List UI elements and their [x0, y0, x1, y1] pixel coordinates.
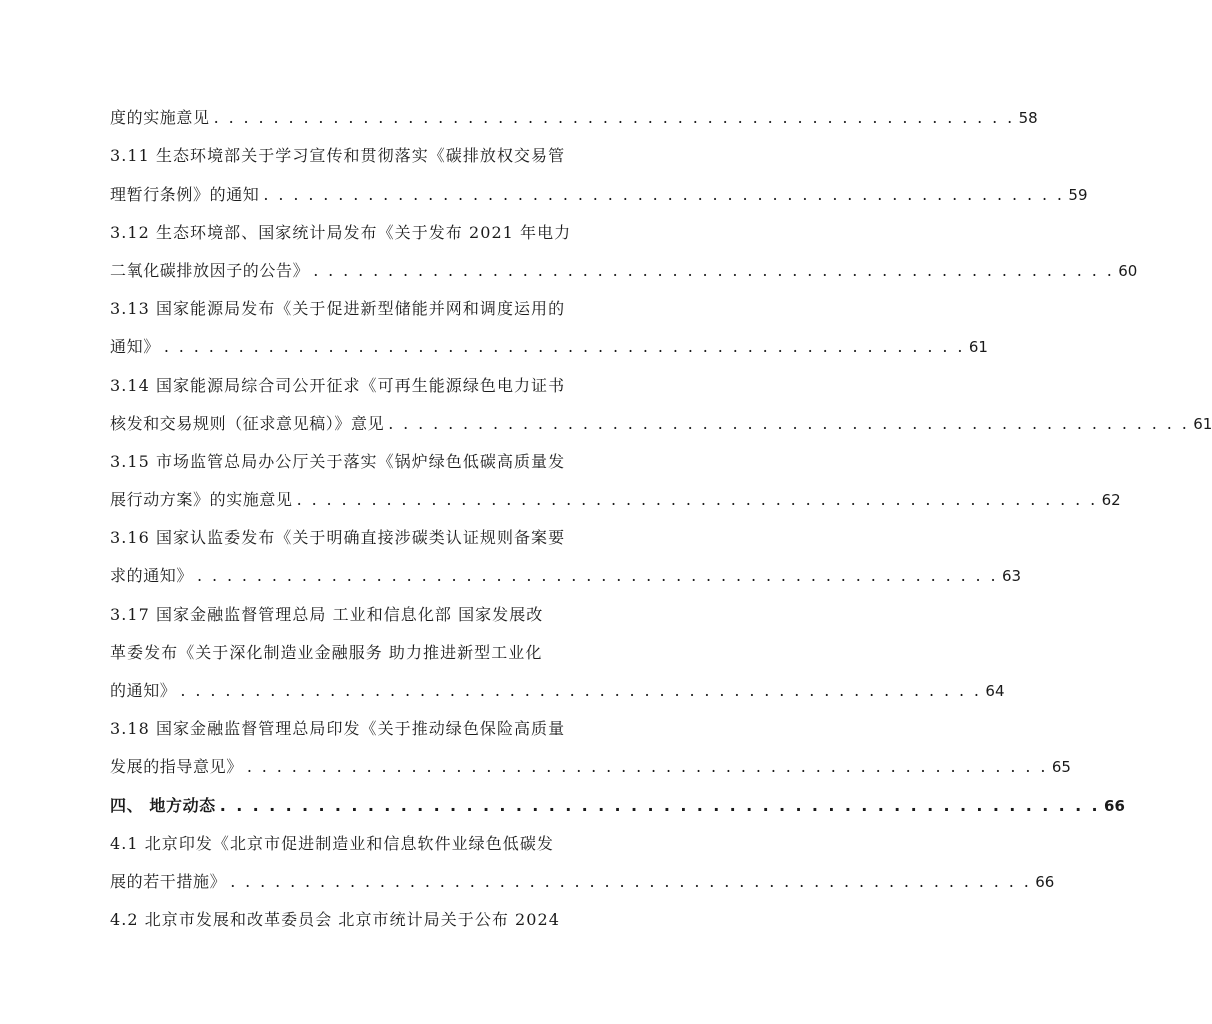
toc-entry-3-14-line-1[interactable] — [110, 355, 614, 393]
toc-entry-text: 3.17 国家金融监督管理总局 工业和信息化部 国家发展改 — [110, 604, 544, 624]
toc-page-number: 58 — [1018, 109, 1038, 128]
toc-entry-text: 的通知》 — [110, 681, 177, 700]
dot-leader: . . . . . . . . . . . . . . . . . . . . . . . . . . . . . . . . . . . . . . . . . . . . . . . . . . . . . . — [163, 337, 965, 357]
toc-entry-3-16-line-1[interactable] — [110, 508, 614, 546]
dot-leader: . . . . . . . . . . . . . . . . . . . . . . . . . . . . . . . . . . . . . . . . . . . . . . . . . . . . . . — [197, 566, 999, 586]
toc-page-number: 62 — [1101, 491, 1121, 510]
toc-entry-3-17-line-2[interactable] — [110, 623, 614, 661]
toc-entry-3-15-line-2[interactable] — [110, 470, 1121, 510]
toc-entry-text: 革委发布《关于深化制造业金融服务 助力推进新型工业化 — [110, 642, 543, 662]
toc-entry-text: 3.13 国家能源局发布《关于促进新型储能并网和调度运用的 — [110, 299, 566, 319]
toc-entry-text: 二氧化碳排放因子的公告》 — [110, 260, 310, 280]
dot-leader: . . . . . . . . . . . . . . . . . . . . . . . . . . . . . . . . . . . . . . . . . . . . . . . . . . . . . . — [246, 757, 1048, 777]
toc-entry-3-17-line-1[interactable] — [110, 584, 614, 622]
table-of-contents — [110, 88, 1212, 930]
toc-entry-text: 求的通知》 — [110, 566, 194, 586]
dot-leader: . . . . . . . . . . . . . . . . . . . . . . . . . . . . . . . . . . . . . . . . . . . . . . . . . . . . . . — [219, 795, 1101, 815]
toc-page-number: 59 — [1068, 185, 1088, 204]
toc-entry-3-11-line-2[interactable] — [110, 164, 1088, 204]
toc-page-number: 65 — [1051, 758, 1071, 777]
dot-leader: . . . . . . . . . . . . . . . . . . . . . . . . . . . . . . . . . . . . . . . . . . . . . . . . . . . . . . — [388, 413, 1190, 433]
toc-entry-3-11-line-1[interactable] — [110, 126, 614, 164]
toc-entry-text: 3.14 国家能源局综合司公开征求《可再生能源绿色电力证书 — [110, 375, 566, 395]
toc-entry-text: 3.16 国家认监委发布《关于明确直接涉碳类认证规则备案要 — [110, 528, 566, 548]
toc-page-number: 66 — [1035, 872, 1055, 891]
toc-entry-text: 3.18 国家金融监督管理总局印发《关于推动绿色保险高质量 — [110, 719, 566, 739]
toc-entry-3-14-line-2[interactable] — [110, 394, 1212, 433]
toc-entry-cont-prev-line-1[interactable] — [110, 88, 1038, 128]
dot-leader: . . . . . . . . . . . . . . . . . . . . . . . . . . . . . . . . . . . . . . . . . . . . . . . . . . . . . . — [263, 184, 1065, 204]
toc-entry-4-2-line-1[interactable] — [110, 890, 614, 928]
dot-leader: . . . . . . . . . . . . . . . . . . . . . . . . . . . . . . . . . . . . . . . . . . . . . . . . . . . . . . — [213, 108, 1015, 128]
toc-entry-text: 核发和交易规则（征求意见稿）》意见 — [110, 413, 385, 433]
toc-entry-3-15-line-1[interactable] — [110, 432, 614, 470]
toc-entry-3-13-line-1[interactable] — [110, 279, 614, 317]
toc-entry-3-17-line-3[interactable] — [110, 661, 1005, 700]
dot-leader: . . . . . . . . . . . . . . . . . . . . . . . . . . . . . . . . . . . . . . . . . . . . . . . . . . . . . . — [313, 260, 1115, 280]
toc-page-number: 64 — [985, 682, 1005, 700]
toc-entry-3-13-line-2[interactable] — [110, 317, 988, 357]
toc-entry-text: 4.2 北京市发展和改革委员会 北京市统计局关于公布 2024 — [110, 910, 560, 930]
toc-page-number: 63 — [1002, 567, 1022, 586]
toc-entry-text: 3.11 生态环境部关于学习宣传和贯彻落实《碳排放权交易管 — [110, 146, 566, 166]
toc-entry-text: 3.15 市场监管总局办公厅关于落实《锅炉绿色低碳高质量发 — [110, 451, 566, 471]
toc-entry-3-18-line-1[interactable] — [110, 699, 614, 737]
toc-entry-text: 4.1 北京印发《北京市促进制造业和信息软件业绿色低碳发 — [110, 833, 554, 853]
toc-entry-3-16-line-2[interactable] — [110, 546, 1022, 586]
toc-entry-text: 四、 地方动态 — [110, 795, 216, 815]
toc-entry-text: 理暂行条例》的通知 — [110, 184, 260, 204]
toc-page-number: 66 — [1104, 796, 1125, 815]
toc-entry-4-1-line-1[interactable] — [110, 814, 614, 852]
toc-page-number: 60 — [1118, 261, 1138, 280]
toc-entry-text: 3.12 生态环境部、国家统计局发布《关于发布 2021 年电力 — [110, 222, 572, 242]
dot-leader: . . . . . . . . . . . . . . . . . . . . . . . . . . . . . . . . . . . . . . . . . . . . . . . . . . . . . . — [296, 490, 1098, 510]
toc-entry-section-4-line-1[interactable] — [110, 775, 1125, 815]
dot-leader: . . . . . . . . . . . . . . . . . . . . . . . . . . . . . . . . . . . . . . . . . . . . . . . . . . . . . . — [180, 681, 982, 700]
toc-entry-3-18-line-2[interactable] — [110, 737, 1071, 777]
toc-entry-text: 度的实施意见 — [110, 108, 210, 128]
toc-entry-4-1-line-2[interactable] — [110, 852, 1055, 891]
toc-entry-text: 展行动方案》的实施意见 — [110, 490, 293, 510]
dot-leader: . . . . . . . . . . . . . . . . . . . . . . . . . . . . . . . . . . . . . . . . . . . . . . . . . . . . . . — [230, 871, 1032, 891]
toc-entry-3-12-line-2[interactable] — [110, 241, 1138, 280]
toc-entry-text: 通知》 — [110, 337, 160, 357]
toc-page-number: 61 — [1193, 414, 1212, 433]
toc-entry-text: 展的若干措施》 — [110, 871, 227, 891]
toc-entry-text: 发展的指导意见》 — [110, 757, 243, 777]
toc-page-number: 61 — [968, 338, 988, 357]
toc-entry-3-12-line-1[interactable] — [110, 203, 614, 241]
